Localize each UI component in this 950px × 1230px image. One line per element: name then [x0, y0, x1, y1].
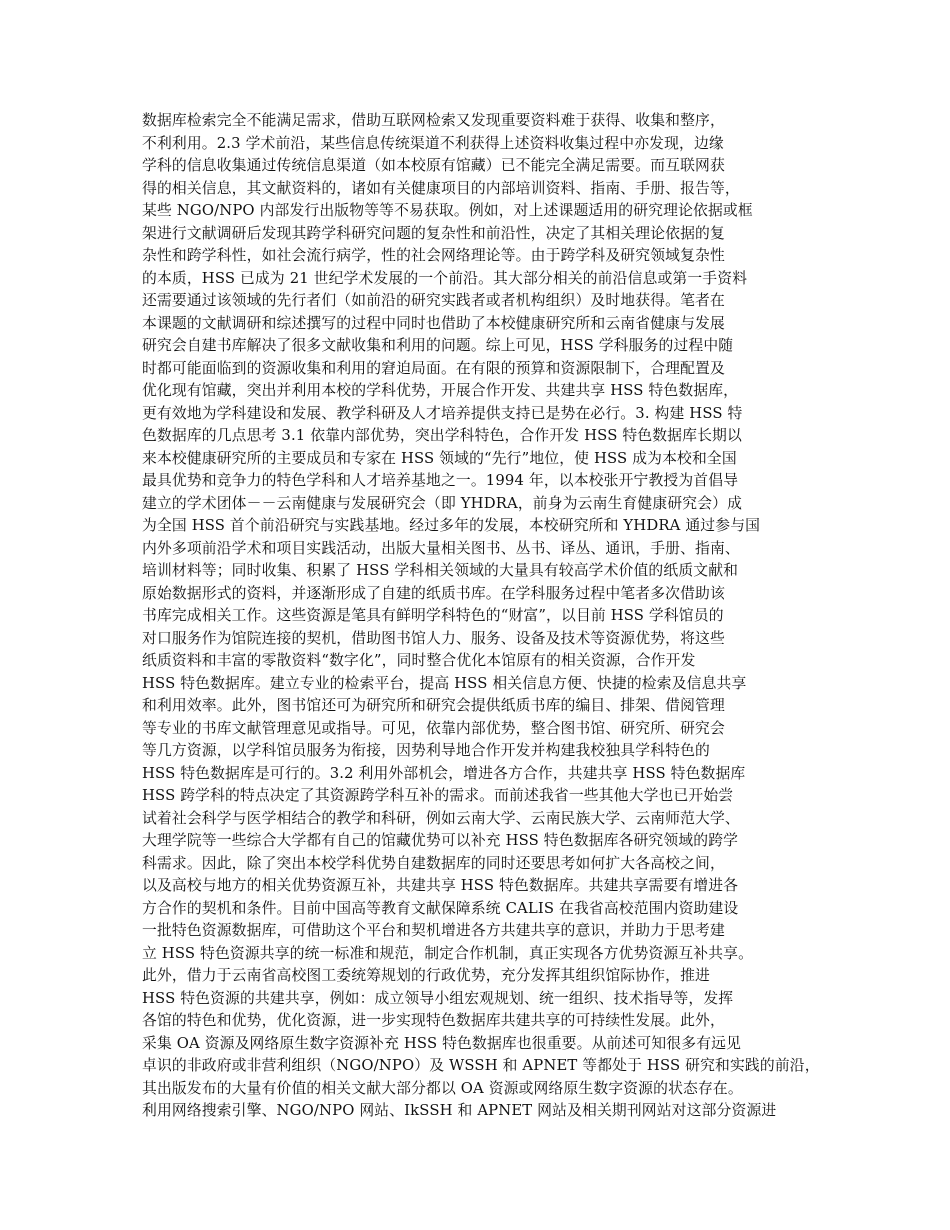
text-line: 大理学院等一些综合大学都有自己的馆藏优势可以补充 HSS 特色数据库各研究领域的跨学 [142, 832, 739, 849]
text-line: 试着社会科学与医学相结合的教学和科研，例如云南大学、云南民族大学、云南师范大学、 [142, 809, 740, 827]
text-line: 采集 OA 资源及网络原生数字资源补充 HSS 特色数据库也很重要。从前述可知很多有远见 [142, 1034, 742, 1052]
text-line: HSS 跨学科的特点决定了其资源跨学科互补的需求。而前述我省一些其他大学也已开始尝 [142, 787, 734, 804]
text-line: 立 HSS 特色资源共享的统一标准和规范，制定合作机制，真正实现各方优势资源互补共享。 [142, 944, 754, 962]
text-line: 的本质，HSS 已成为 21 世纪学术发展的一个前沿。其大部分相关的前沿信息或第一手资料 [142, 269, 748, 287]
text-line: 内外多项前沿学术和项目实践活动，出版大量相关图书、丛书、译丛、通讯，手册、指南、 [142, 539, 740, 557]
text-line: 来本校健康研究所的主要成员和专家在 HSS 领域的“先行”地位，使 HSS 成为本校和全国 [142, 449, 737, 467]
text-line: HSS 特色数据库是可行的。3.2 利用外部机会，增进各方合作，共建共享 HSS 特色数据库 [142, 764, 746, 782]
text-line: 书库完成相关工作。这些资源是笔具有鲜明学科特色的“财富”，以目前 HSS 学科馆员的 [142, 607, 724, 624]
text-line: 还需要通过该领域的先行者们（如前沿的研究实践者或者机构组织）及时地获得。笔者在 [142, 292, 725, 309]
text-line: 某些 NGO/NPO 内部发行出版物等等不易获取。例如，对上述课题适用的研究理论依据或框 [142, 202, 753, 219]
text-line: 对口服务作为馆院连接的契机，借助图书馆人力、服务、设备及技术等资源优势，将这些 [142, 629, 725, 647]
body-text [142, 110, 822, 1123]
text-line: 此外，借力于云南省高校图工委统筹规划的行政优势，充分发挥其组织馆际协作，推进 [142, 967, 710, 984]
text-line: 更有效地为学科建设和发展、教学科研及人才培养提供支持已是势在必行。3. 构建 HSS 特 [142, 404, 743, 422]
text-line: 为全国 HSS 首个前沿研究与实践基地。经过多年的发展，本校研究所和 YHDRA 通过参与国 [142, 517, 761, 534]
text-line: 学科的信息收集通过传统信息渠道（如本校原有馆藏）已不能完全满足需要。而互联网获 [142, 157, 725, 174]
text-line: 培训材料等；同时收集、积累了 HSS 学科相关领域的大量具有较高学术价值的纸质文献和 [142, 562, 739, 579]
text-line: 和利用效率。此外，图书馆还可为研究所和研究会提供纸质书库的编目、排架、借阅管理 [142, 697, 725, 714]
text-line: 最具优势和竞争力的特色学科和人才培养基地之一。1994 年，以本校张开宁教授为首倡导 [142, 472, 739, 489]
text-line: 科需求。因此，除了突出本校学科优势自建数据库的同时还要思考如何扩大各高校之间， [142, 854, 725, 872]
text-line: 优化现有馆藏，突出并利用本校的学科优势，开展合作开发、共建共享 HSS 特色数据库， [142, 382, 739, 399]
text-line: 原始数据形式的资料，并逐渐形成了自建的纸质书库。在学科服务过程中笔者多次借助该 [142, 584, 725, 602]
text-line: 建立的学术团体－－云南健康与发展研究会（即 YHDRA，前身为云南生育健康研究会）成 [142, 494, 743, 512]
text-line: 利用网络搜索引擎、NGO/NPO 网站、IkSSH 和 APNET 网站及相关期刊网站对这部分资源进 [142, 1102, 777, 1119]
text-line: 本课题的文献调研和综述撰写的过程中同时也借助了本校健康研究所和云南省健康与发展 [142, 314, 725, 332]
text-line: 色数据库的几点思考 3.1 依靠内部优势，突出学科特色，合作开发 HSS 特色数据库长期以 [142, 427, 742, 444]
text-line: 研究会自建书库解决了很多文献收集和利用的问题。综上可见，HSS 学科服务的过程中随 [142, 337, 734, 354]
text-line: 时都可能面临到的资源收集和利用的窘迫局面。在有限的预算和资源限制下，合理配置及 [142, 359, 725, 377]
text-line: 架进行文献调研后发现其跨学科研究问题的复杂性和前沿性，决定了其相关理论依据的复 [142, 224, 725, 242]
text-line: 卓识的非政府或非营利组织（NGO/NPO）及 WSSH 和 APNET 等都处于 HSS 研究和实践的前沿， [142, 1057, 820, 1074]
text-line: 杂性和跨学科性，如社会流行病学，性的社会网络理论等。由于跨学科及研究领域复杂性 [142, 247, 725, 264]
text-line: HSS 特色资源的共建共享，例如：成立领导小组宏观规划、统一组织、技术指导等，发挥 [142, 989, 734, 1007]
text-line: HSS 特色数据库。建立专业的检索平台，提高 HSS 相关信息方便、快捷的检索及信息共享 [142, 674, 747, 692]
text-line: 纸质资料和丰富的零散资料“数字化”，同时整合优化本馆原有的相关资源，合作开发 [142, 652, 696, 669]
text-line: 方合作的契机和条件。目前中国高等教育文献保障系统 CALIS 在我省高校范围内资助建设 [142, 899, 739, 917]
text-line: 各馆的特色和优势，优化资源，进一步实现特色数据库共建共享的可持续性发展。此外， [142, 1012, 725, 1029]
text-line: 等几方资源，以学科馆员服务为衔接，因势利导地合作开发并构建我校独具学科特色的 [142, 742, 710, 759]
text-line: 一批特色资源数据库，可借助这个平台和契机增进各方共建共享的意识，并助力于思考建 [142, 922, 725, 939]
text-line: 等专业的书库文献管理意见或指导。可见，依靠内部优势，整合图书馆、研究所、研究会 [142, 719, 725, 737]
text-line: 数据库检索完全不能满足需求，借助互联网检索又发现重要资料难于获得、收集和整序， [142, 112, 725, 129]
text-line: 不利利用。2.3 学术前沿，某些信息传统渠道不利获得上述资料收集过程中亦发现，边缘 [142, 134, 724, 152]
text-line: 其出版发布的大量有价值的相关文献大部分都以 OA 资源或网络原生数字资源的状态存在。 [142, 1079, 743, 1097]
text-line: 得的相关信息，其文献资料的，诸如有关健康项目的内部培训资料、指南、手册、报告等， [142, 179, 740, 197]
text-line: 以及高校与地方的相关优势资源互补，共建共享 HSS 特色数据库。共建共享需要有增进各 [142, 877, 739, 894]
